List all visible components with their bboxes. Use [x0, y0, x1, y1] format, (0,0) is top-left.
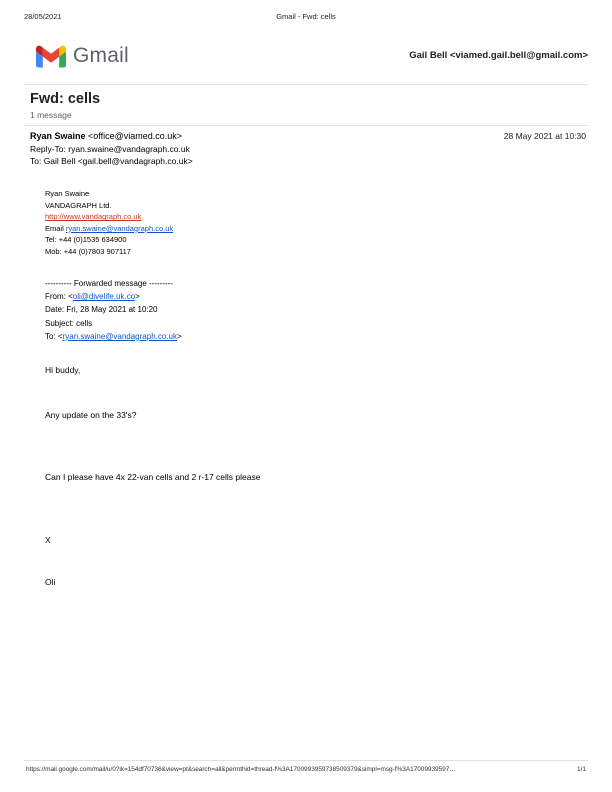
sender-name: Ryan Swaine: [30, 131, 86, 141]
brand-row: [24, 44, 588, 76]
forwarded-from-email-link[interactable]: oli@divelife.uk.co: [72, 292, 136, 302]
signature-website-link[interactable]: http://www.vandagraph.co.uk: [45, 212, 142, 222]
sender-address: <office@viamed.co.uk>: [88, 131, 183, 141]
print-header: [0, 12, 612, 24]
forwarded-subject: Subject: cells: [45, 318, 93, 328]
forwarded-from-close: >: [135, 292, 140, 302]
print-title: Gmail - Fwd: cells: [276, 12, 336, 21]
signature-email-label: Email: [45, 223, 64, 233]
header-divider: [24, 84, 588, 85]
print-date: 28/05/2021: [24, 12, 62, 21]
signature-name: Ryan Swaine: [45, 189, 90, 198]
body-greeting: Hi buddy,: [45, 365, 81, 375]
sender-line: [30, 131, 182, 141]
message-date: 28 May 2021 at 10:30: [503, 131, 586, 141]
signature-tel: Tel: +44 (0)1535 634900: [45, 235, 127, 245]
signature-block: [45, 188, 565, 258]
forwarded-to-label: To: <: [45, 331, 63, 341]
signature-mob: Mob: +44 (0)7803 907117: [45, 246, 131, 256]
account-label: Gail Bell <viamed.gail.bell@gmail.com>: [409, 50, 588, 61]
forwarded-to-email-link[interactable]: ryan.swaine@vandagraph.co.uk: [62, 331, 177, 341]
signature-company: VANDAGRAPH Ltd.: [45, 200, 112, 210]
body-line-3: X: [45, 535, 51, 545]
forwarded-divider: ---------- Forwarded message ---------: [45, 279, 173, 288]
forwarded-to-close: >: [177, 331, 182, 341]
body-signoff: Oli: [45, 577, 56, 587]
forwarded-to-line: [45, 330, 565, 343]
subject-divider: [24, 125, 588, 126]
reply-to-line: Reply-To: ryan.swaine@vandagraph.co.uk: [30, 144, 190, 154]
forwarded-date: Date: Fri, 28 May 2021 at 10:20: [45, 305, 158, 315]
recipient-line: To: Gail Bell <gail.bell@vandagraph.co.uk>: [30, 156, 193, 166]
signature-email-link[interactable]: ryan.swaine@vandagraph.co.uk: [65, 223, 174, 233]
message-count: 1 message: [30, 110, 72, 120]
footer-page-number: 1/1: [576, 766, 586, 773]
forwarded-from-label: From: <: [45, 292, 73, 302]
gmail-logo: [36, 44, 129, 68]
gmail-wordmark: Gmail: [73, 44, 129, 67]
forwarded-header: [45, 277, 565, 343]
gmail-m-icon: [36, 45, 66, 68]
body-line-2: Can I please have 4x 22-van cells and 2 r-17 cells please: [45, 472, 261, 482]
thread-subject: Fwd: cells: [30, 91, 101, 107]
body-line-1: Any update on the 33's?: [45, 410, 137, 420]
footer-divider: [24, 760, 588, 761]
footer-url: https://mail.google.com/mail/u/0?ik=154df70736&view=pt&search=all&permthid=thread-f%3A1700993959738509379&simpl=msg-f%3A17009939597…: [26, 766, 456, 773]
forwarded-from-line: [45, 290, 565, 303]
